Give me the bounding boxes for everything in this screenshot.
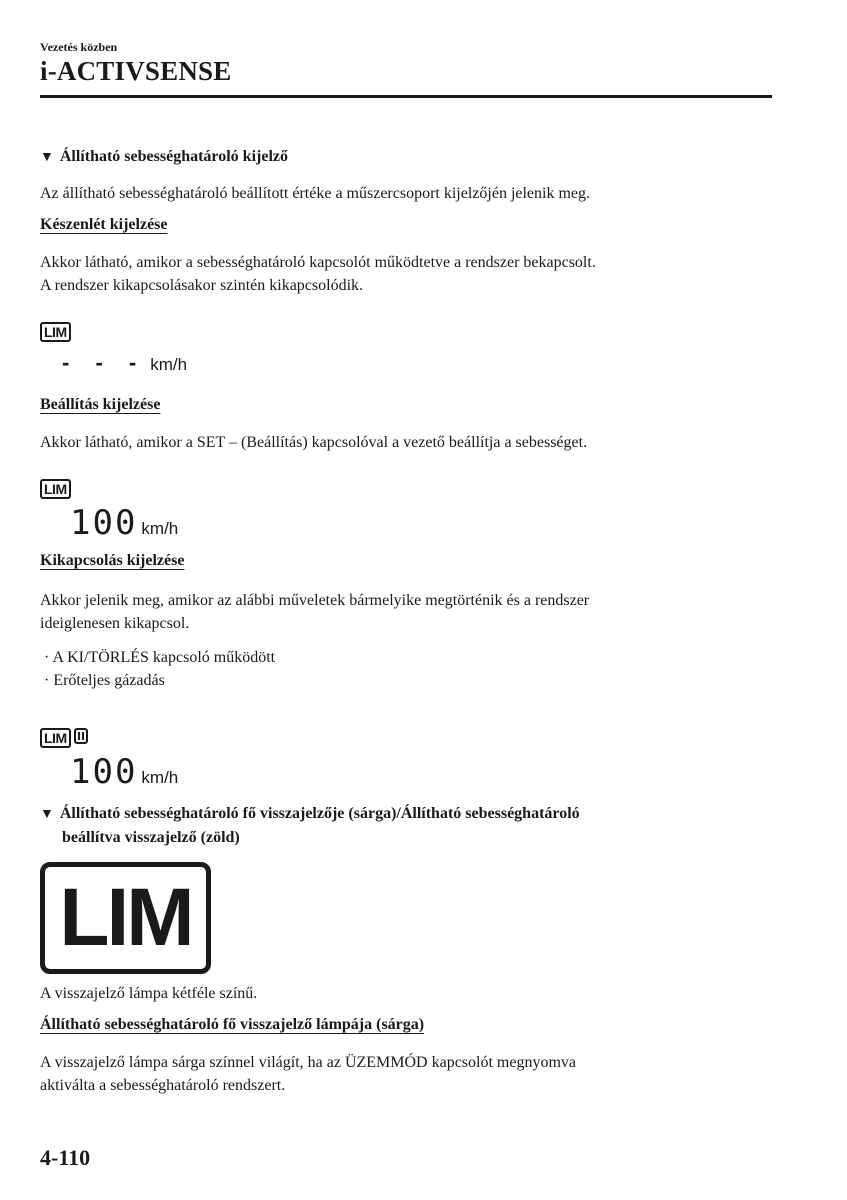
setting-title: Beállítás kijelzése: [40, 396, 161, 413]
lim-icon: LIM: [40, 322, 71, 342]
indicator-desc-2: aktiválta a sebességhatároló rendszert.: [40, 1077, 286, 1094]
lim-icon: LIM: [40, 479, 71, 499]
title-divider: [40, 95, 772, 98]
cancel-text-1: Akkor jelenik meg, amikor az alábbi műveletek bármelyike megtörténik és a rendszer: [40, 592, 590, 609]
speed-dashes: - - -: [62, 350, 147, 375]
indicator-text: A visszajelző lámpa kétféle színű.: [40, 985, 258, 1002]
list-item: · A KI/TÖRLÉS kapcsoló működött: [44, 649, 276, 666]
setting-text: Akkor látható, amikor a SET – (Beállítás) kapcsolóval a vezető beállítja a sebességet.: [40, 434, 588, 451]
speed-value: 100: [70, 503, 138, 543]
indicator-desc-1: A visszajelző lámpa sárga színnel világít, ha az ÜZEMMÓD kapcsolót megnyomva: [40, 1054, 577, 1071]
standby-title: Készenlét kijelzése: [40, 216, 168, 233]
lim-pause-icons: [40, 728, 88, 748]
speed-unit: km/h: [141, 768, 179, 787]
indicator-sub-title: Állítható sebességhatároló fő visszajelző lámpája (sárga): [40, 1016, 425, 1033]
page-number: 4-110: [40, 1145, 91, 1170]
lim-indicator-icon: LIM: [40, 862, 211, 974]
page-title: i-ACTIVSENSE: [40, 56, 232, 86]
standby-text-2: A rendszer kikapcsolásakor szintén kikapcsolódik.: [40, 277, 364, 294]
cancel-display: [70, 752, 178, 792]
lim-icon: LIM: [40, 728, 71, 748]
pause-icon: [74, 728, 88, 744]
speed-unit: km/h: [141, 519, 179, 538]
speed-unit: km/h: [150, 355, 188, 374]
setting-display: [70, 503, 178, 543]
intro-text: Az állítható sebességhatároló beállított értéke a műszercsoport kijelzőjén jelenik meg.: [40, 185, 591, 202]
standby-display: [62, 350, 187, 376]
section-heading-display: ▼ Állítható sebességhatároló kijelző: [40, 148, 288, 165]
speed-value: 100: [70, 752, 138, 792]
triangle-down-icon: ▼: [40, 807, 54, 822]
cancel-text-2: ideiglenesen kikapcsol.: [40, 615, 190, 632]
list-item: · Erőteljes gázadás: [44, 672, 165, 689]
triangle-down-icon: ▼: [40, 150, 54, 165]
cancel-title: Kikapcsolás kijelzése: [40, 552, 185, 569]
section-heading-indicator: ▼ Állítható sebességhatároló fő visszajelzője (sárga)/Állítható sebességhatároló beállítva visszajelző (zöld): [40, 805, 580, 846]
standby-text-1: Akkor látható, amikor a sebességhatároló kapcsolót működtetve a rendszer bekapcsolt.: [40, 254, 596, 271]
section-label: Vezetés közben: [40, 40, 118, 54]
